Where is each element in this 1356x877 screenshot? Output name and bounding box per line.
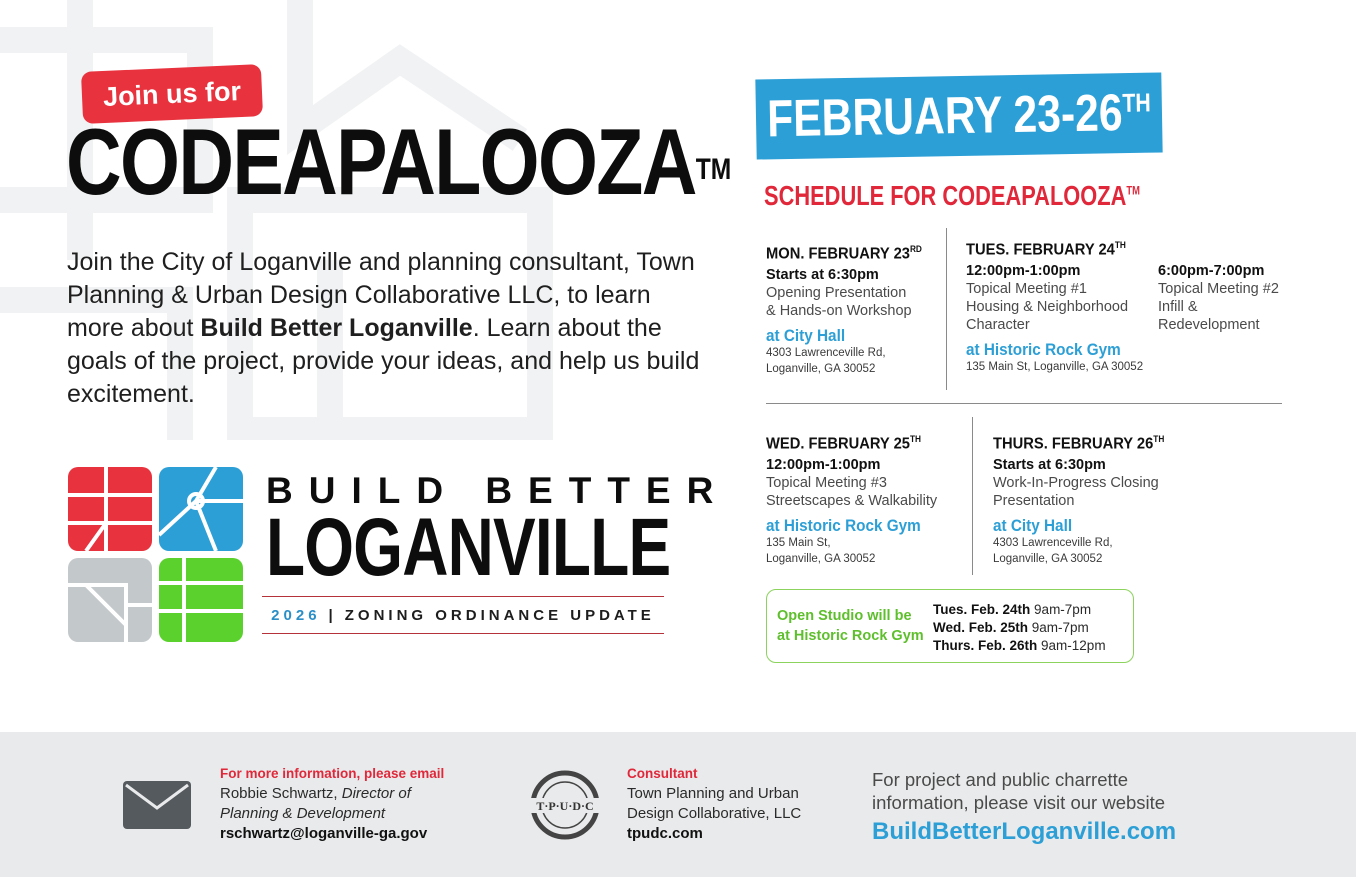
logo-rule-top	[262, 596, 664, 597]
intro-paragraph: Join the City of Loganville and planning consultant, Town Planning & Urban Design Collaborative LLC, to learn more about Build Better Loganville. Learn about the goals of the project, provide your ideas, and help us build excitement.	[67, 248, 700, 408]
thursday-address-2: Loganville, GA 30052	[993, 553, 1103, 566]
date-banner: FEBRUARY 23-26TH	[755, 72, 1162, 159]
divider-vertical-bottom	[972, 417, 973, 575]
tuesday-address: 135 Main St, Loganville, GA 30052	[966, 361, 1144, 374]
wednesday-desc-1: Topical Meeting #3	[766, 475, 887, 492]
tpudc-seal-icon	[520, 770, 610, 840]
tuesday-day: TUES. FEBRUARY 24TH	[966, 240, 1126, 259]
logo-year: 2026	[271, 606, 321, 624]
contact-info	[220, 766, 500, 844]
divider-vertical-top	[946, 228, 947, 390]
logo-subtitle-text: ZONING ORDINANCE UPDATE	[344, 606, 655, 624]
logo-line-build-better: BUILD BETTER	[266, 470, 730, 511]
thursday-desc-2: Presentation	[993, 493, 1075, 510]
monday-desc-1: Opening Presentation	[766, 285, 907, 302]
svg-text:T·P·U·D·C: T·P·U·D·C	[536, 799, 594, 813]
consultant-info	[627, 766, 847, 844]
open-studio-box	[766, 589, 1134, 663]
trademark-mark: TM	[695, 153, 732, 186]
monday-desc-2: & Hands-on Workshop	[766, 303, 912, 320]
wednesday-address-1: 135 Main St,	[766, 537, 831, 550]
thursday-time: Starts at 6:30pm	[993, 457, 1106, 474]
website-info	[872, 768, 1252, 846]
schedule-title: SCHEDULE FOR CODEAPALOOZA™	[764, 180, 1140, 211]
wednesday-desc-2: Streetscapes & Walkability	[766, 493, 938, 510]
thursday-address-1: 4303 Lawrenceville Rd,	[993, 537, 1113, 550]
schedule-wednesday	[766, 430, 966, 567]
contact-email[interactable]: rschwartz@loganville-ga.gov	[220, 825, 428, 842]
website-line-1: For project and public charrette	[872, 769, 1129, 790]
tuesday-time-1: 12:00pm-1:00pm	[966, 263, 1081, 280]
studio-row: Thurs. Feb. 26th 9am-12pm	[933, 638, 1106, 653]
consultant-name-1: Town Planning and Urban	[627, 785, 799, 802]
open-studio-times	[933, 601, 1106, 655]
tuesday-desc-2a: Topical Meeting #2	[1158, 281, 1279, 298]
tuesday-desc-2c: Redevelopment	[1158, 317, 1260, 334]
wednesday-address-2: Loganville, GA 30052	[766, 553, 876, 566]
consultant-website[interactable]: tpudc.com	[627, 825, 703, 842]
website-line-2: information, please visit our website	[872, 792, 1166, 813]
studio-row: Tues. Feb. 24th 9am-7pm	[933, 602, 1092, 617]
project-name: Build Better Loganville	[200, 314, 473, 342]
logo-rule-bottom	[262, 633, 664, 634]
divider-horizontal	[766, 403, 1282, 404]
tuesday-desc-1b: Housing & Neighborhood	[966, 299, 1129, 316]
monday-day: MON. FEBRUARY 23RD	[766, 244, 922, 263]
schedule-thursday	[993, 430, 1193, 567]
wednesday-location: at Historic Rock Gym	[766, 516, 921, 536]
thursday-day: THURS. FEBRUARY 26TH	[993, 434, 1165, 453]
consultant-label: Consultant	[627, 766, 698, 781]
monday-time: Starts at 6:30pm	[766, 267, 879, 284]
open-studio-label: Open Studio will be at Historic Rock Gym	[777, 608, 924, 644]
schedule-monday	[766, 240, 941, 377]
monday-address-2: Loganville, GA 30052	[766, 363, 876, 376]
envelope-icon	[122, 780, 192, 830]
schedule-tuesday	[966, 236, 1296, 375]
tuesday-desc-1a: Topical Meeting #1	[966, 281, 1087, 298]
tuesday-desc-1c: Character	[966, 317, 1030, 334]
event-title: CODEAPALOOZA™	[66, 109, 732, 214]
tuesday-location: at Historic Rock Gym	[966, 340, 1121, 360]
consultant-name-2: Design Collaborative, LLC	[627, 805, 802, 822]
monday-location: at City Hall	[766, 326, 846, 346]
logo-separator: |	[328, 606, 337, 624]
wednesday-time: 12:00pm-1:00pm	[766, 457, 881, 474]
contact-role-line: Planning & Development	[220, 805, 386, 822]
tuesday-time-2: 6:00pm-7:00pm	[1158, 263, 1265, 280]
logo-subtitle	[262, 600, 664, 630]
tuesday-desc-2b: Infill &	[1158, 299, 1198, 316]
join-us-tag: Join us for	[81, 64, 263, 124]
contact-label: For more information, please email	[220, 766, 445, 781]
wednesday-day: WED. FEBRUARY 25TH	[766, 434, 921, 453]
logo-line-loganville: LOGANVILLE	[266, 502, 671, 593]
build-better-loganville-logo-icon	[66, 465, 246, 645]
monday-address-1: 4303 Lawrenceville Rd,	[766, 347, 886, 360]
website-link[interactable]: BuildBetterLoganville.com	[872, 818, 1177, 845]
thursday-location: at City Hall	[993, 516, 1073, 536]
studio-row: Wed. Feb. 25th 9am-7pm	[933, 620, 1089, 635]
thursday-desc-1: Work-In-Progress Closing	[993, 475, 1159, 492]
contact-name-line: Robbie Schwartz, Director of	[220, 785, 411, 802]
